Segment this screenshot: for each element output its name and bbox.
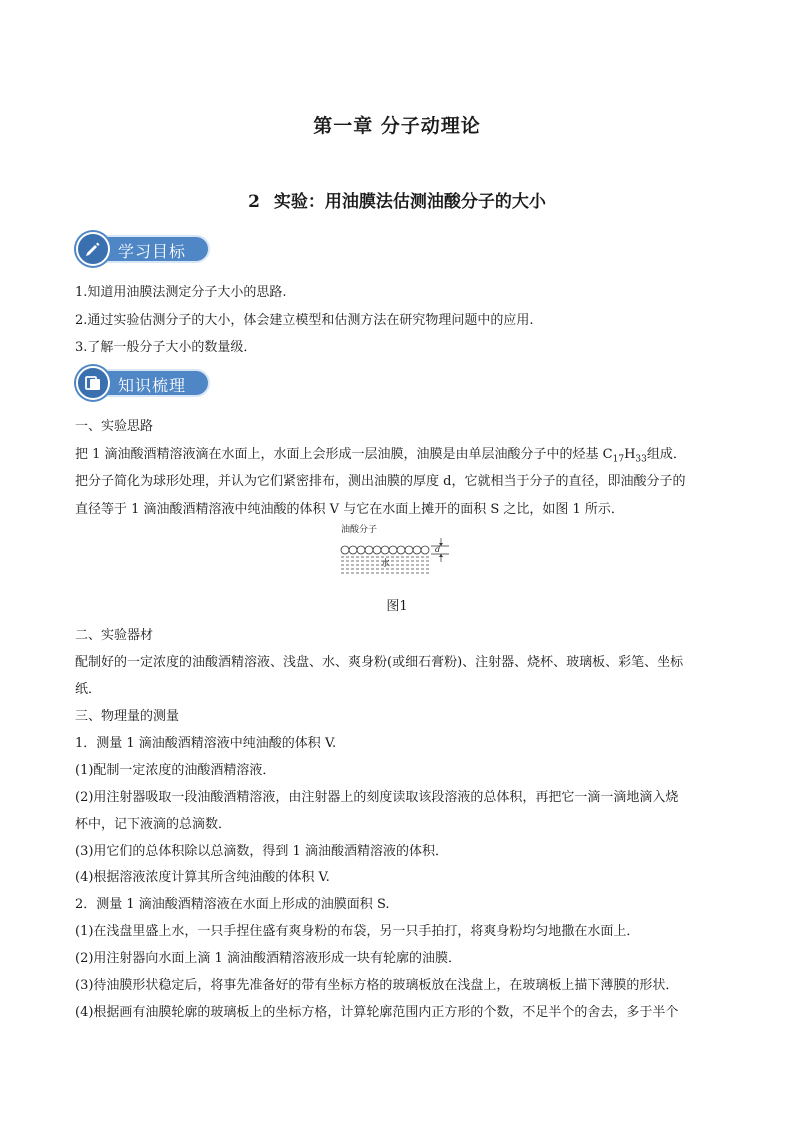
part1-line: 把分子简化为球形处理，并认为它们紧密排布，测出油膜的厚度 d，它就相当于分子的直径，即油酸分子的 <box>75 474 686 489</box>
part3-line: 2．测量 1 滴油酸酒精溶液在水面上形成的油膜面积 S. <box>75 897 390 912</box>
section-heading: 实验：用油膜法估测油酸分子的大小 <box>273 192 546 212</box>
oil-film-diagram <box>337 522 457 582</box>
part3-line: (2)用注射器吸取一段油酸酒精溶液，由注射器上的刻度读取该段溶液的总体积，再把它一滴一滴地滴入烧 <box>75 790 679 805</box>
objective-item: 2.通过实验估测分子的大小，体会建立模型和估测方法在研究物理问题中的应用. <box>75 313 534 328</box>
water-label: 水 <box>381 559 391 569</box>
d-label: d <box>435 545 441 554</box>
book-icon <box>76 366 110 400</box>
knowledge-badge-label: 知识梳理 <box>118 376 187 395</box>
molecule-label: 油酸分子 <box>341 525 378 535</box>
part3-line: (1)配制一定浓度的油酸酒精溶液． <box>75 763 276 778</box>
part3-line: (4)根据画有油膜轮廓的玻璃板上的坐标方格，计算轮廓范围内正方形的个数，不足半个的舍去，多于半个 <box>75 1005 679 1020</box>
part2-heading: 二、实验器材 <box>75 628 154 643</box>
part2-line: 纸． <box>75 682 102 697</box>
part2-line: 配制好的一定浓度的油酸酒精溶液、浅盘、水、爽身粉(或细石膏粉)、注射器、烧杯、玻璃板、彩笔、坐标 <box>75 655 684 670</box>
part1-line: 直径等于 1 滴油酸酒精溶液中纯油酸的体积 V 与它在水面上摊开的面积 S 之比，如图 1 所示． <box>75 502 624 517</box>
figure-caption: 图1 <box>386 599 408 614</box>
pencil-icon <box>76 232 110 266</box>
section-title <box>0 187 794 212</box>
objectives-badge-label: 学习目标 <box>118 242 187 261</box>
section-number: 2 <box>248 192 260 212</box>
part3-line: (1)在浅盘里盛上水，一只手捏住盛有爽身粉的布袋，另一只手拍打，将爽身粉均匀地撒在水面上． <box>75 924 640 939</box>
molecule-row <box>341 546 429 554</box>
objectives-badge <box>76 232 210 266</box>
part3-line: 杯中，记下液滴的总滴数． <box>75 817 232 832</box>
part1-line: 把 1 滴油酸酒精溶液滴在水面上，水面上会形成一层油膜，油膜是由单层油酸分子中的烃基 $C_{17}H_{33}$组成． <box>75 447 686 465</box>
part3-line: (2)用注射器向水面上滴 1 滴油酸酒精溶液形成一块有轮廓的油膜． <box>75 951 461 966</box>
part3-line: (3)用它们的总体积除以总滴数，得到 1 滴油酸酒精溶液的体积． <box>75 844 448 859</box>
part3-heading: 三、物理量的测量 <box>75 709 180 724</box>
part3-line: (4)根据溶液浓度计算其所含纯油酸的体积 V. <box>75 870 330 885</box>
part3-line: (3)待油膜形状稳定后，将事先准备好的带有坐标方格的玻璃板放在浅盘上，在玻璃板上描下薄膜的形状． <box>75 978 679 993</box>
knowledge-badge <box>76 366 210 400</box>
chapter-title: 第一章 分子动理论 <box>313 115 481 137</box>
objective-item: 1.知道用油膜法测定分子大小的思路. <box>75 285 287 300</box>
part3-line: 1．测量 1 滴油酸酒精溶液中纯油酸的体积 V. <box>75 736 337 751</box>
objective-item: 3.了解一般分子大小的数量级． <box>75 340 257 355</box>
part1-heading: 一、实验思路 <box>75 419 154 434</box>
